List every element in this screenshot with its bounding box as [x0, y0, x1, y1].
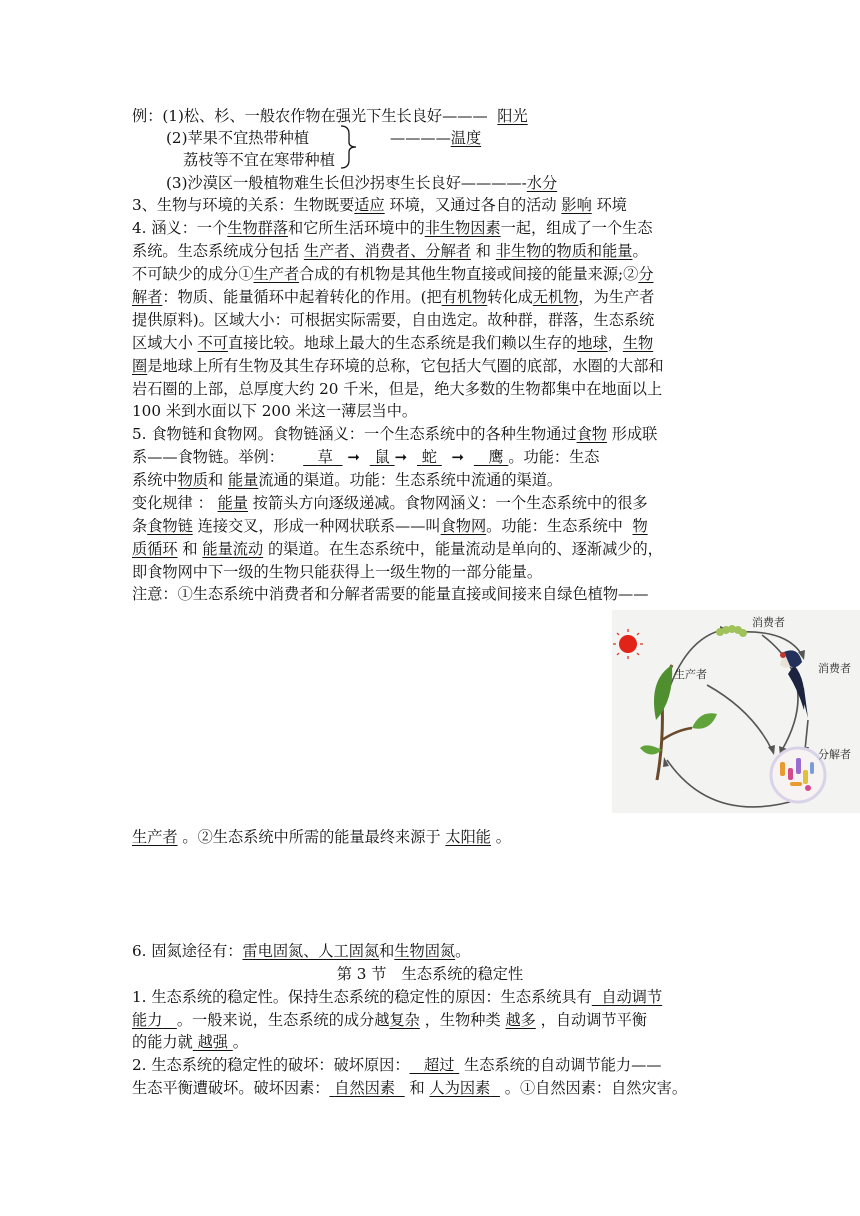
example-line-2a: (2)苹果不宜热带种植	[166, 129, 310, 147]
section-5-line-2: 系——食物链。举例： 草 ➞ 鼠 ➞ 蛇 ➞ 鹰 。功能：生态	[132, 448, 600, 466]
section-3-line: 3、生物与环境的关系：生物既要适应 环境，又通过各自的活动 影响 环境	[132, 196, 627, 214]
section-4-line-2: 系统。生态系统成分包括 生产者、消费者、分解者 和 非生物的物质和能量。	[132, 242, 648, 260]
section-4-line-7: 圈是地球上所有生物及其生存环境的总称，它包括大气圈的底部，水圈的大部和	[132, 357, 664, 375]
blank-answer: 温度	[450, 129, 482, 147]
consumer-label-2: 消费者	[818, 662, 851, 675]
ecosystem-illustration	[612, 610, 860, 813]
section-4-line-9: 100 米到水面以下 200 米这一薄层当中。	[132, 402, 418, 420]
sun-icon	[619, 635, 637, 653]
arrow-right-icon: ➞	[451, 448, 465, 466]
food-chain-snake: 蛇	[421, 448, 437, 466]
stability-1-line-2: 能力 。一般来说，生态系统的成分越复杂 ，生物种类 越多 ，自动调节平衡	[132, 1011, 647, 1029]
section-4-line-3: 不可缺少的成分①生产者合成的有机物是其他生物直接或间接的能量来源;②分	[132, 265, 654, 283]
arrow-right-icon: ➞	[347, 448, 361, 466]
food-chain-mouse: 鼠	[374, 448, 390, 466]
example-line-1: 例：(1)松、杉、一般农作物在强光下生长良好——— 阳光	[132, 107, 528, 125]
section-4-line-8: 岩石圈的上部，总厚度大约 20 千米，但是，绝大多数的生物都集中在地面以上	[132, 380, 663, 398]
example-line-3: (3)沙漠区一般植物难生长但沙拐枣生长良好————-水分	[166, 174, 558, 192]
section-5-line-4: 变化规律 ： 能量 按箭头方向逐级递减。食物网涵义：一个生态系统中的很多	[132, 494, 648, 512]
swallow-bird-icon	[780, 650, 808, 718]
curly-brace-icon	[338, 124, 360, 170]
section-6-line: 6. 固氮途径有：雷电固氮、人工固氮和生物固氮。	[132, 942, 471, 960]
leaf-icon	[692, 713, 717, 728]
section-5-line-3: 系统中物质和 能量流通的渠道。功能：生态系统中流通的渠道。	[132, 471, 563, 489]
consumer-label-1: 消费者	[752, 616, 785, 629]
section-5-note: 注意：①生态系统中消费者和分解者需要的能量直接或间接来自绿色植物——	[132, 585, 649, 603]
example-line-2b: 荔枝等不宜在寒带种植	[183, 151, 335, 169]
section-4-line-4: 解者：物质、能量循环中起着转化的作用。(把有机物转化成无机物，为生产者	[132, 288, 655, 306]
blank-answer: 水分	[526, 174, 558, 192]
section-4-line-1: 4. 涵义：一个生物群落和它所生活环境中的非生物因素一起，组成了一个生态	[132, 219, 653, 237]
section-4-line-6: 区域大小 不可直接比较。地球上最大的生态系统是我们赖以生存的地球，生物	[132, 334, 654, 352]
stability-2-line-1: 2. 生态系统的稳定性的破坏：破坏原因： 超过 生态系统的自动调节能力——	[132, 1056, 662, 1074]
blank-answer: 阳光	[497, 107, 528, 125]
section-4-line-5: 提供原料)。区域大小：可根据实际需要，自由选定。故种群，群落，生态系统	[132, 311, 655, 329]
decomposer-label: 分解者	[818, 748, 851, 761]
section-5-line-7: 即食物网中下一级的生物只能获得上一级生物的一部分能量。	[132, 563, 543, 581]
decomposer-circle	[771, 748, 825, 802]
stability-2-line-2: 生态平衡遭破坏。破坏因素： 自然因素 和 人为因素 。①自然因素：自然灾害。	[132, 1079, 687, 1097]
food-chain-eagle: 鹰	[488, 448, 504, 466]
section-5-line-1: 5. 食物链和食物网。食物链涵义：一个生态系统中的各种生物通过食物 形成联	[132, 425, 658, 443]
section-title: 第 3 节 生态系统的稳定性	[336, 965, 524, 983]
producer-label: 生产者	[674, 668, 707, 681]
food-chain-grass: 草	[317, 448, 333, 466]
example-line-2-answer: ————温度	[390, 129, 482, 147]
leaf-icon	[640, 745, 662, 754]
section-5-note-continued: 生产者 。②生态系统中所需的能量最终来源于 太阳能 。	[132, 828, 511, 846]
ecosystem-diagram	[612, 610, 860, 813]
section-5-line-6: 质循环 和 能量流动 的渠道。在生态系统中，能量流动是单向的、逐渐减少的，	[132, 540, 663, 558]
arrow-right-icon: ➞	[394, 448, 408, 466]
example-label: 例：	[132, 107, 163, 125]
stability-1-line-3: 的能力就 越强 。	[132, 1033, 248, 1051]
section-5-line-5: 条食物链 连接交叉，形成一种网状联系——叫食物网。功能：生态系统中 物	[132, 517, 648, 535]
stability-1-line-1: 1. 生态系统的稳定性。保持生态系统的稳定性的原因：生态系统具有 自动调节	[132, 988, 663, 1006]
